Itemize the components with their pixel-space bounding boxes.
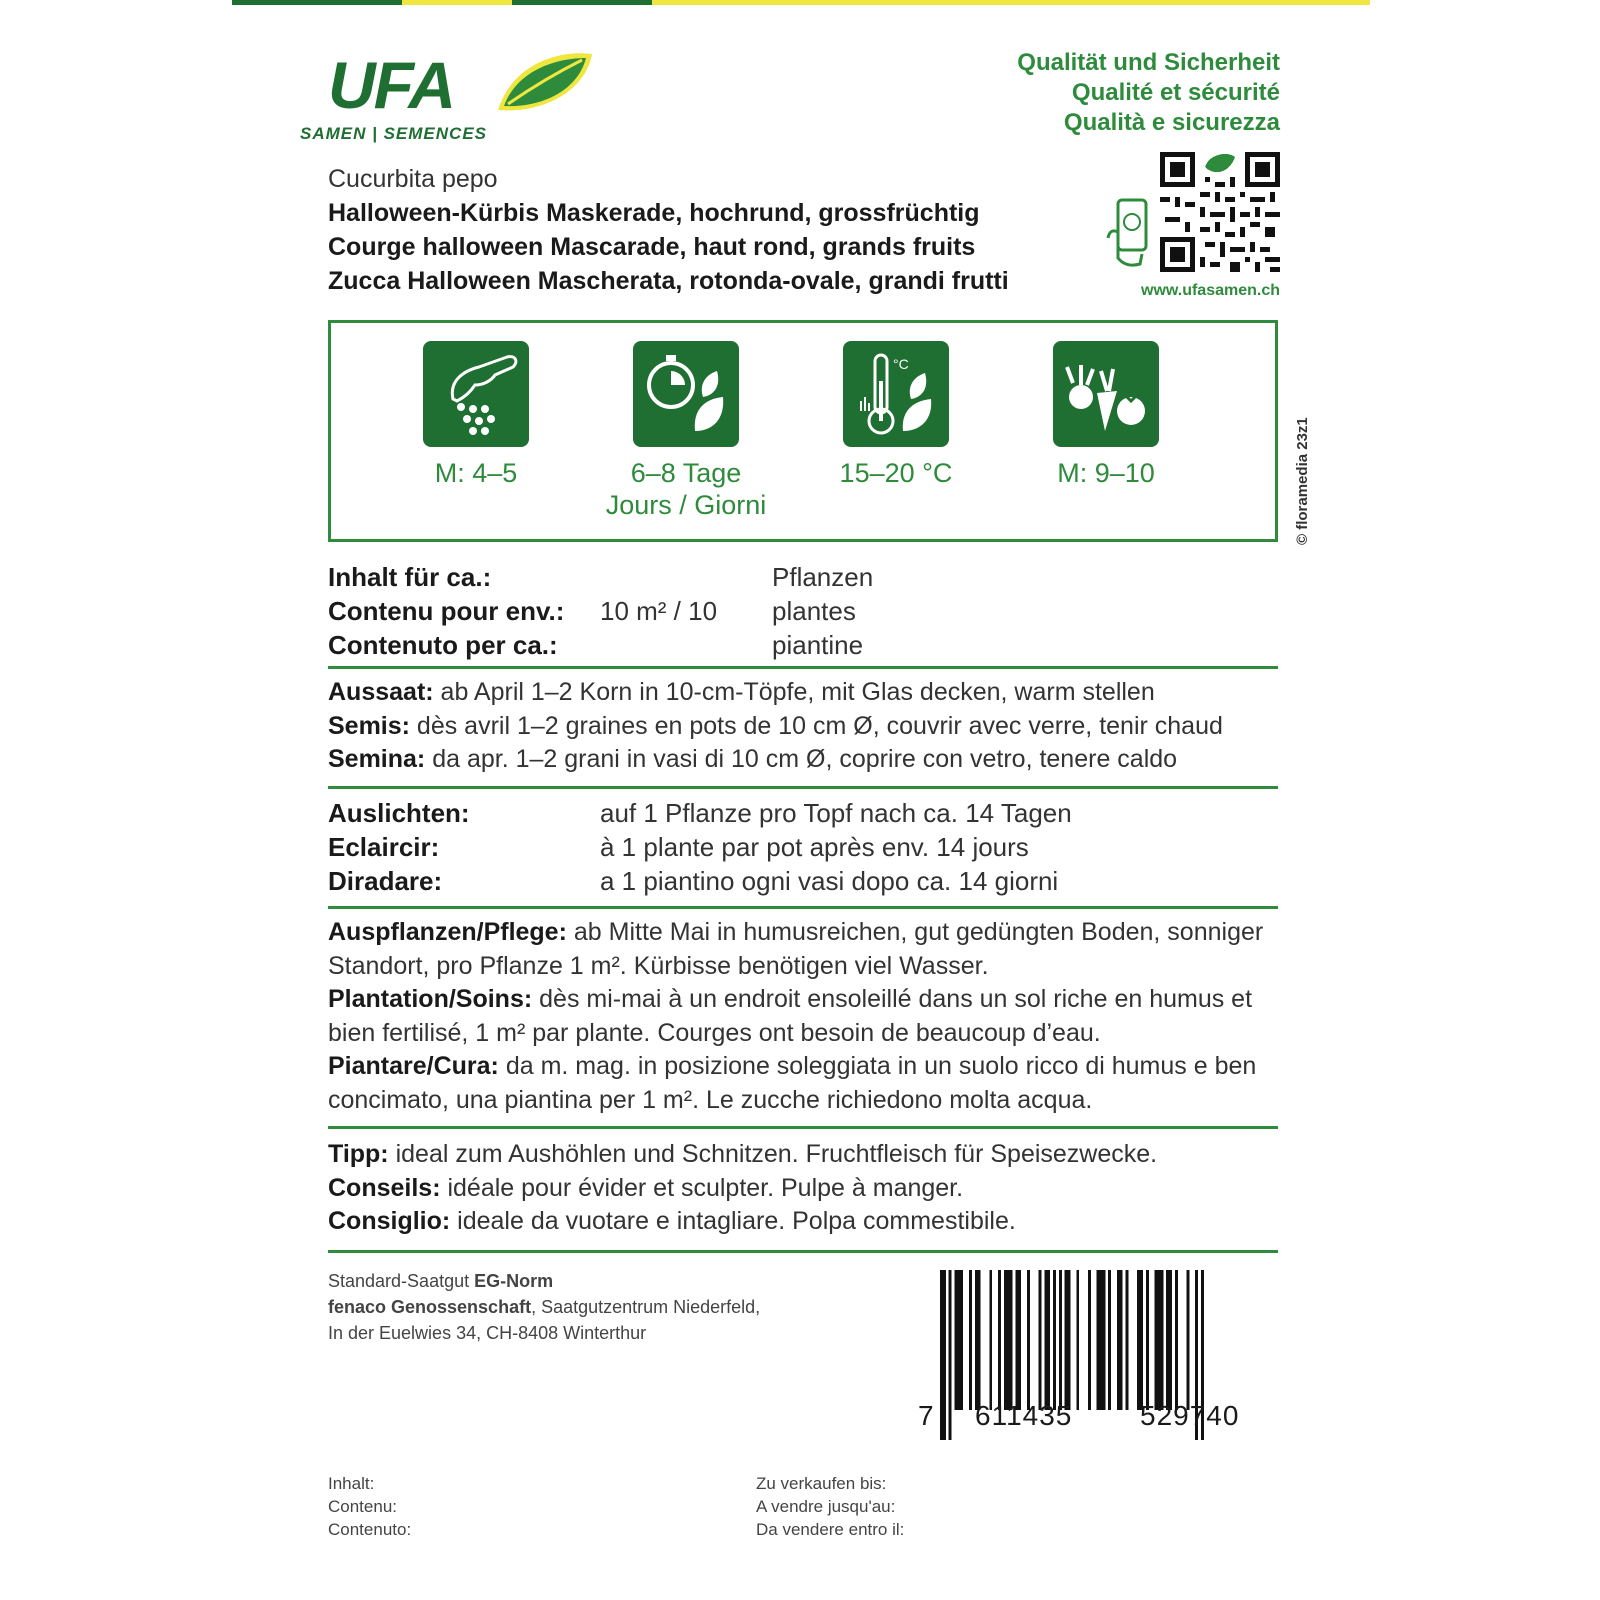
product-name-fr: Courge halloween Mascarade, haut rond, grands fruits	[328, 233, 976, 261]
germination-info	[581, 341, 791, 521]
planting-text-de: ab Mitte Mai in humusreichen, gut gedüngten Boden, sonniger Standort, pro Pflanze 1 m². Kürbisse benötigen viel Wasser.	[328, 918, 1264, 980]
germination-time-icon	[633, 341, 739, 447]
company-name: fenaco Genossenschaft	[328, 1297, 532, 1317]
company-location: , Saatgutzentrum Niederfeld,	[531, 1297, 761, 1317]
divider	[328, 786, 1278, 789]
thinning-label-de: Auslichten:	[328, 798, 470, 828]
temperature-label: 15–20 °C	[839, 458, 953, 488]
qr-code-area	[1106, 152, 1280, 302]
temperature-info	[791, 341, 1001, 489]
product-info	[328, 162, 1009, 298]
unit-fr: plantes	[772, 596, 856, 626]
sell-by-de: Zu verkaufen bis:	[756, 1474, 887, 1493]
germination-days-label: 6–8 Tage	[630, 458, 742, 488]
harvest-icon	[1053, 341, 1159, 447]
planting-text-fr: dès mi-mai à un endroit ensoleillé dans un sol riche en humus et bien fertilisé, 1 m² par plante. Courges ont besoin de beaucoup d’eau.	[328, 985, 1253, 1047]
temperature-icon	[843, 341, 949, 447]
harvest-info	[1001, 341, 1211, 489]
content-amount: 10 m² / 10	[600, 596, 718, 626]
sell-by-it: Da vendere entro il:	[756, 1520, 905, 1539]
sowing-label-it: Semina:	[328, 745, 426, 773]
producer-info	[328, 1268, 760, 1346]
sowing-label-fr: Semis:	[328, 711, 410, 740]
growing-info-box	[328, 320, 1278, 542]
quality-de: Qualität und Sicherheit	[1017, 49, 1280, 76]
standard-norm: EG-Norm	[474, 1271, 554, 1291]
thinning-text-it: a 1 piantino ogni vasi dopo ca. 14 giorni	[600, 866, 1059, 896]
tips-section	[328, 1138, 1288, 1239]
content-field-de: Inhalt:	[328, 1474, 375, 1493]
website-url[interactable]: www.ufasamen.ch	[1141, 282, 1280, 299]
planting-label-de: Auspflanzen/Pflege:	[328, 918, 567, 946]
sowing-text-de: ab April 1–2 Korn in 10-cm-Töpfe, mit Glas decken, warm stellen	[433, 678, 1155, 706]
thinning-text-fr: à 1 plante par pot après env. 14 jours	[600, 832, 1029, 862]
harvest-label: M: 9–10	[1057, 458, 1155, 488]
thinning-section	[328, 796, 1278, 898]
leaf-icon	[494, 50, 594, 114]
tip-label-fr: Conseils:	[328, 1173, 441, 1202]
barcode-digits-right: 529740	[1140, 1400, 1240, 1431]
phone-icon	[1106, 198, 1150, 270]
content-label-de: Inhalt für ca.:	[328, 562, 492, 592]
planting-text-it: da m. mag. in posizione soleggiata in un suolo ricco di humus e ben concimato, una piantina per 1 m². Le zucche richiedono molta acqua.	[328, 1052, 1257, 1114]
sowing-label: M: 4–5	[434, 458, 518, 488]
sell-by-labels	[756, 1472, 904, 1541]
divider	[328, 1126, 1278, 1129]
product-name-de: Halloween-Kürbis Maskerade, hochrund, grossfrüchtig	[328, 199, 980, 227]
ufa-logo	[300, 48, 600, 143]
product-name-it: Zucca Halloween Mascherata, rotonda-ovale, grandi frutti	[328, 267, 1009, 295]
tip-text-de: ideal zum Aushöhlen und Schnitzen. Fruchtfleisch für Speisezwecke.	[388, 1140, 1158, 1168]
divider	[328, 906, 1278, 909]
botanical-name: Cucurbita pepo	[328, 165, 498, 193]
content-amount-section	[328, 560, 1278, 662]
thinning-label-fr: Eclaircir:	[328, 832, 440, 862]
sowing-label-de: Aussaat:	[328, 678, 434, 706]
tip-text-it: ideale da vuotare e intagliare. Polpa commestibile.	[450, 1207, 1016, 1235]
content-label-it: Contenuto per ca.:	[328, 630, 558, 660]
content-field-fr: Contenu:	[328, 1497, 397, 1516]
quality-statement	[1017, 48, 1280, 138]
sell-by-fr: A vendre jusqu'au:	[756, 1497, 896, 1516]
thinning-text-de: auf 1 Pflanze pro Topf nach ca. 14 Tagen	[600, 798, 1072, 828]
thinning-label-it: Diradare:	[328, 866, 443, 896]
sowing-section	[328, 676, 1288, 777]
barcode-digits-left: 611435	[975, 1400, 1073, 1431]
quality-it: Qualità e sicurezza	[1063, 109, 1280, 136]
divider	[328, 1250, 1278, 1253]
germination-days-label-fr-it: Jours / Giorni	[605, 490, 767, 520]
tip-text-fr: idéale pour évider et sculpter. Pulpe à manger.	[440, 1173, 964, 1202]
qr-code[interactable]	[1160, 152, 1280, 272]
barcode-digit-first: 7	[918, 1400, 934, 1431]
planting-label-fr: Plantation/Soins:	[328, 985, 533, 1013]
planting-label-it: Piantare/Cura:	[328, 1052, 499, 1080]
content-label-fr: Contenu pour env.:	[328, 596, 565, 626]
content-field-labels	[328, 1472, 411, 1541]
sowing-text-fr: dès avril 1–2 graines en pots de 10 cm Ø, couvrir avec verre, tenir chaud	[409, 711, 1223, 740]
top-color-bar	[232, 0, 1370, 5]
tip-label-de: Tipp:	[328, 1140, 389, 1168]
quality-fr: Qualité et sécurité	[1071, 79, 1280, 106]
logo-subtitle: SAMEN | SEMENCES	[300, 124, 488, 143]
company-address: In der Euelwies 34, CH-8408 Winterthur	[328, 1323, 647, 1343]
standard-prefix: Standard-Saatgut	[328, 1271, 475, 1291]
sowing-info	[371, 341, 581, 489]
divider	[328, 666, 1278, 669]
sowing-icon	[423, 341, 529, 447]
logo-text: UFA	[328, 48, 454, 122]
unit-it: piantine	[772, 630, 864, 660]
unit-de: Pflanzen	[772, 562, 874, 592]
copyright-note: © floramedia 23z1	[1294, 417, 1311, 545]
svg-text:°C: °C	[893, 356, 909, 372]
sowing-text-it: da apr. 1–2 grani in vasi di 10 cm Ø, coprire con vetro, tenere caldo	[425, 745, 1178, 773]
planting-section	[328, 916, 1278, 1117]
tip-label-it: Consiglio:	[328, 1207, 451, 1235]
content-field-it: Contenuto:	[328, 1520, 412, 1539]
